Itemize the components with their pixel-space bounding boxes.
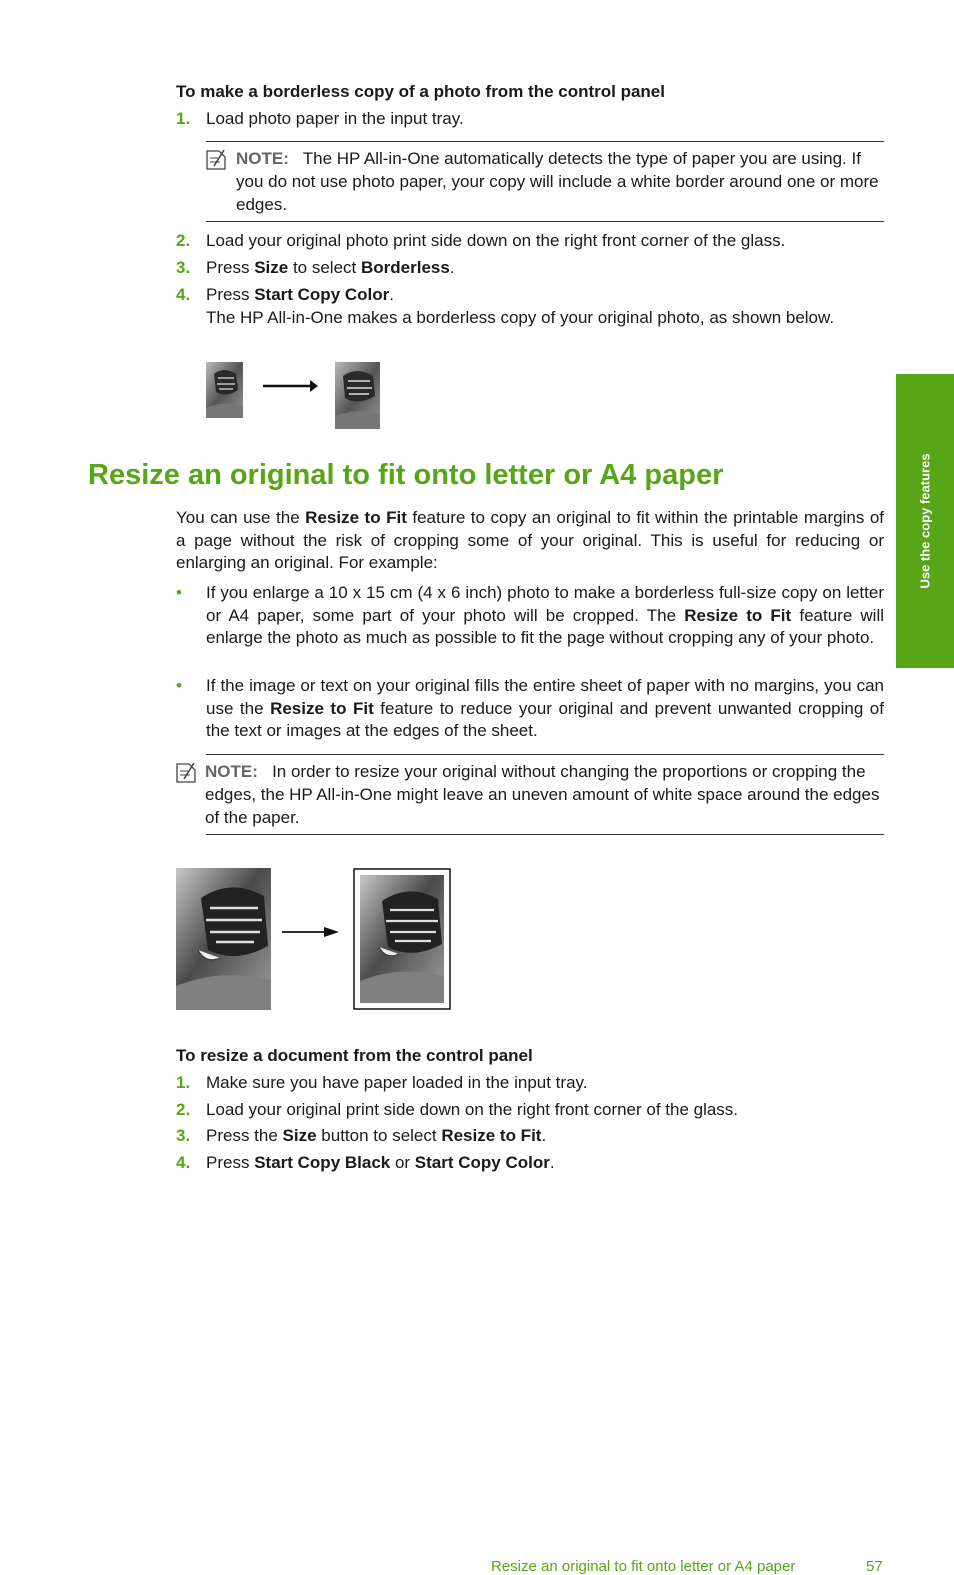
side-tab-label: Use the copy features xyxy=(917,453,933,589)
arrow-icon xyxy=(263,380,318,392)
step-text: Load your original print side down on the right front corner of the glass. xyxy=(206,1100,739,1119)
step-number: 3. xyxy=(176,1126,191,1145)
step-text: Press the Size button to select Resize to Fit. xyxy=(206,1126,547,1145)
step-number: 1. xyxy=(176,109,191,128)
step-text: Make sure you have paper loaded in the input tray. xyxy=(206,1073,588,1092)
note-text: In order to resize your original without changing the proportions or cropping the edges, the HP All-in-One might leave an uneven amount of white space around the edges of the paper. xyxy=(205,762,880,827)
bullet-text: If the image or text on your original fills the entire sheet of paper with no margins, you can use the Resize to Fit feature to reduce your original and prevent unwanted cropping of the text or images at the edges of the sheet. xyxy=(206,676,884,740)
step-number: 2. xyxy=(176,1100,191,1119)
note-icon xyxy=(176,761,196,783)
bullet-dot: • xyxy=(176,676,182,695)
step-text: Press Start Copy Color. The HP All-in-One makes a borderless copy of your original photo, as shown below. xyxy=(206,285,835,327)
footer-section-title: Resize an original to fit onto letter or A4 paper xyxy=(491,1558,796,1575)
note-label: NOTE: xyxy=(205,762,258,781)
note-bottom-rule xyxy=(206,221,884,222)
original-photo-thumbnail xyxy=(206,362,243,418)
bullet-dot: • xyxy=(176,583,182,602)
intro-paragraph: You can use the Resize to Fit feature to copy an original to fit within the printable margins of a page without the risk of cropping some of your original. This is useful for reducing or enlarging an original. For example: xyxy=(176,508,885,572)
borderless-copy-thumbnail xyxy=(335,362,380,429)
note2-box xyxy=(205,760,886,829)
note-top-rule xyxy=(206,141,884,142)
step-number: 4. xyxy=(176,285,191,304)
note-text: The HP All-in-One automatically detects the type of paper you are using. If you do not use photo paper, your copy will include a white border around one or more edges. xyxy=(236,149,879,214)
step-number: 4. xyxy=(176,1153,191,1172)
section-heading: Resize an original to fit onto letter or A4 paper xyxy=(88,459,724,491)
chapter-side-tab xyxy=(896,374,954,668)
bullet-text: If you enlarge a 10 x 15 cm (4 x 6 inch) photo to make a borderless full-size copy on letter or A4 paper, some part of your photo will be cropped. The Resize to Fit feature will enlarge the photo as much as possible to fit the page without cropping any of your photo. xyxy=(206,583,885,647)
note-icon xyxy=(206,148,226,170)
note-label: NOTE: xyxy=(236,149,289,168)
original-photo xyxy=(176,868,271,1010)
step-text: Press Start Copy Black or Start Copy Color. xyxy=(206,1153,555,1172)
borderless-copy-illustration xyxy=(206,362,381,430)
note2-top-rule xyxy=(206,754,884,755)
step-number: 2. xyxy=(176,231,191,250)
step-text: Load your original photo print side down on the right front corner of the glass. xyxy=(206,231,786,250)
page-number: 57 xyxy=(866,1558,883,1575)
step-number: 1. xyxy=(176,1073,191,1092)
note2-bottom-rule xyxy=(206,834,884,835)
resize-to-fit-illustration xyxy=(176,868,452,1011)
procedure-title: To make a borderless copy of a photo from the control panel xyxy=(176,82,665,101)
step-number: 3. xyxy=(176,258,191,277)
note-box xyxy=(236,147,886,216)
step-text: Press Size to select Borderless. xyxy=(206,258,455,277)
resized-copy-page xyxy=(354,869,450,1009)
arrow-icon xyxy=(282,927,339,937)
procedure-title-2: To resize a document from the control panel xyxy=(176,1046,533,1065)
step-text: Load photo paper in the input tray. xyxy=(206,109,464,128)
